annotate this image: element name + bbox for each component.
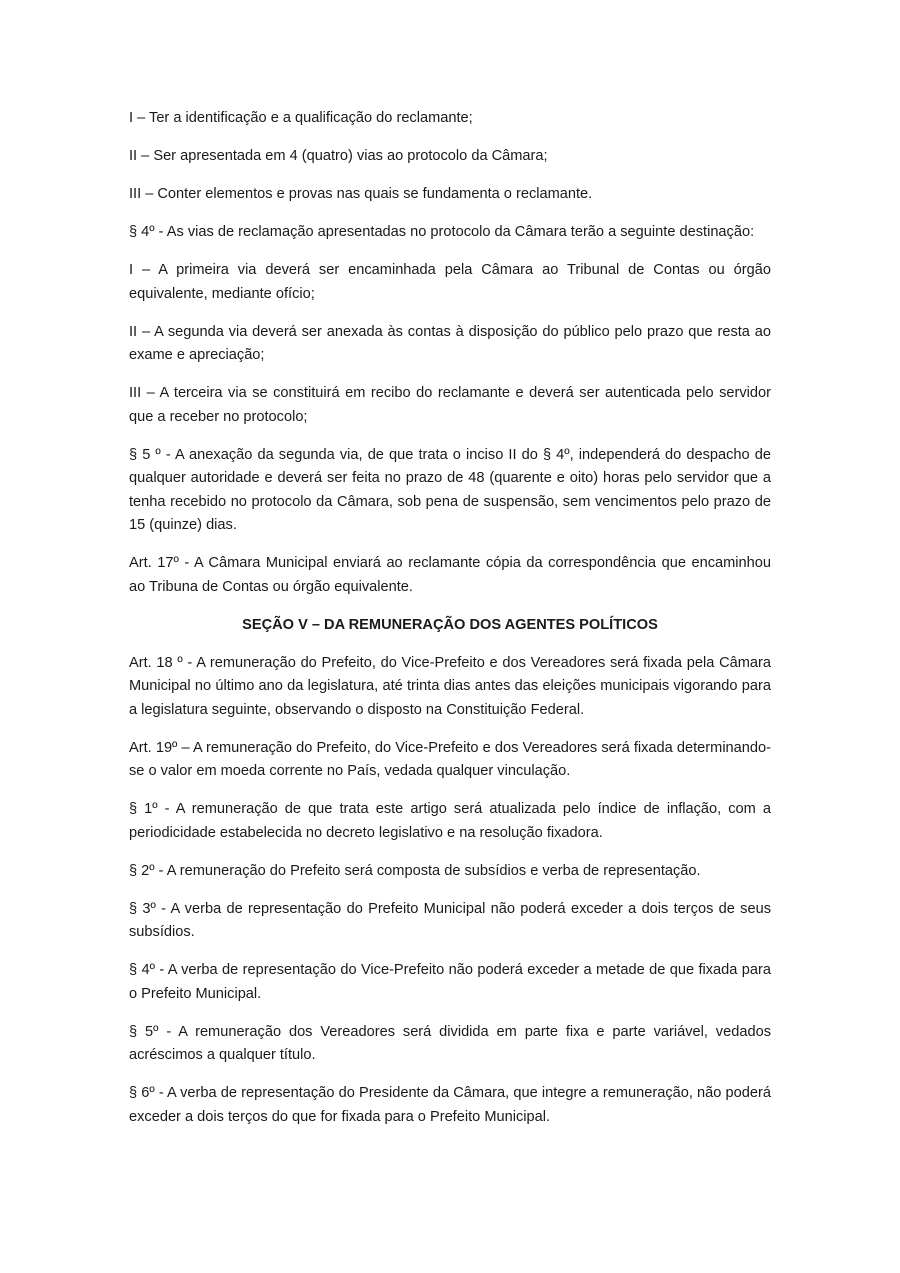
- section-heading: SEÇÃO V – DA REMUNERAÇÃO DOS AGENTES POLÍTICOS: [242, 616, 658, 633]
- paragraph-inciso-ii: II – Ser apresentada em 4 (quatro) vias ao protocolo da Câmara;: [129, 148, 548, 164]
- paragraph-inciso-iii: III – Conter elementos e provas nas quais se fundamenta o reclamante.: [129, 186, 593, 202]
- paragraph-par-4: § 4º - As vias de reclamação apresentadas no protocolo da Câmara terão a seguinte destinação:: [129, 224, 755, 240]
- paragraph-art-19-par-5: § 5º - A remuneração dos Vereadores será dividida em parte fixa e parte variável, vedados acréscimos a qualquer título.: [129, 1023, 771, 1063]
- paragraph-art-18: Art. 18 º - A remuneração do Prefeito, do Vice-Prefeito e dos Vereadores será fixada pela Câmara Municipal no último ano da legislatura, até trinta dias antes das eleições municipais vigorando para a legislatura seguinte, observando o disposto na Constituição Federal.: [129, 654, 771, 718]
- paragraph-primeira-via: I – A primeira via deverá ser encaminhada pela Câmara ao Tribunal de Contas ou órgão equivalente, mediante ofício;: [129, 262, 771, 302]
- paragraph-art-19-par-1: § 1º - A remuneração de que trata este artigo será atualizada pelo índice de inflação, com a periodicidade estabelecida no decreto legislativo e na resolução fixadora.: [129, 801, 771, 841]
- paragraph-art-19-par-4: § 4º - A verba de representação do Vice-Prefeito não poderá exceder a metade de que fixada para o Prefeito Municipal.: [129, 962, 771, 1002]
- paragraph-terceira-via: III – A terceira via se constituirá em recibo do reclamante e deverá ser autenticada pelo servidor que a receber no protocolo;: [129, 385, 771, 425]
- paragraph-art-19-par-6: § 6º - A verba de representação do Presidente da Câmara, que integre a remuneração, não poderá exceder a dois terços do que for fixada para o Prefeito Municipal.: [129, 1085, 771, 1125]
- paragraph-segunda-via: II – A segunda via deverá ser anexada às contas à disposição do público pelo prazo que resta ao exame e apreciação;: [129, 323, 771, 363]
- paragraph-art-19: Art. 19º – A remuneração do Prefeito, do Vice-Prefeito e dos Vereadores será fixada determinando-se o valor em moeda corrente no País, vedada qualquer vinculação.: [129, 739, 771, 779]
- paragraph-inciso-i: I – Ter a identificação e a qualificação do reclamante;: [129, 110, 473, 126]
- document-page: [129, 107, 771, 1144]
- paragraph-par-5: § 5 º - A anexação da segunda via, de que trata o inciso II do § 4º, independerá do despacho de qualquer autoridade e deverá ser feita no prazo de 48 (quarente e oito) horas pelo servidor que a tenha recebido no protocolo da Câmara, sob pena de suspensão, sem vencimentos pelo prazo de 15 (quinze) dias.: [129, 446, 771, 533]
- paragraph-art-19-par-2: § 2º - A remuneração do Prefeito será composta de subsídios e verba de representação.: [129, 862, 701, 879]
- paragraph-art-17: Art. 17º - A Câmara Municipal enviará ao reclamante cópia da correspondência que encaminhou ao Tribuna de Contas ou órgão equivalente.: [129, 555, 771, 595]
- paragraph-art-19-par-3: § 3º - A verba de representação do Prefeito Municipal não poderá exceder a dois terços de seus subsídios.: [129, 900, 771, 940]
